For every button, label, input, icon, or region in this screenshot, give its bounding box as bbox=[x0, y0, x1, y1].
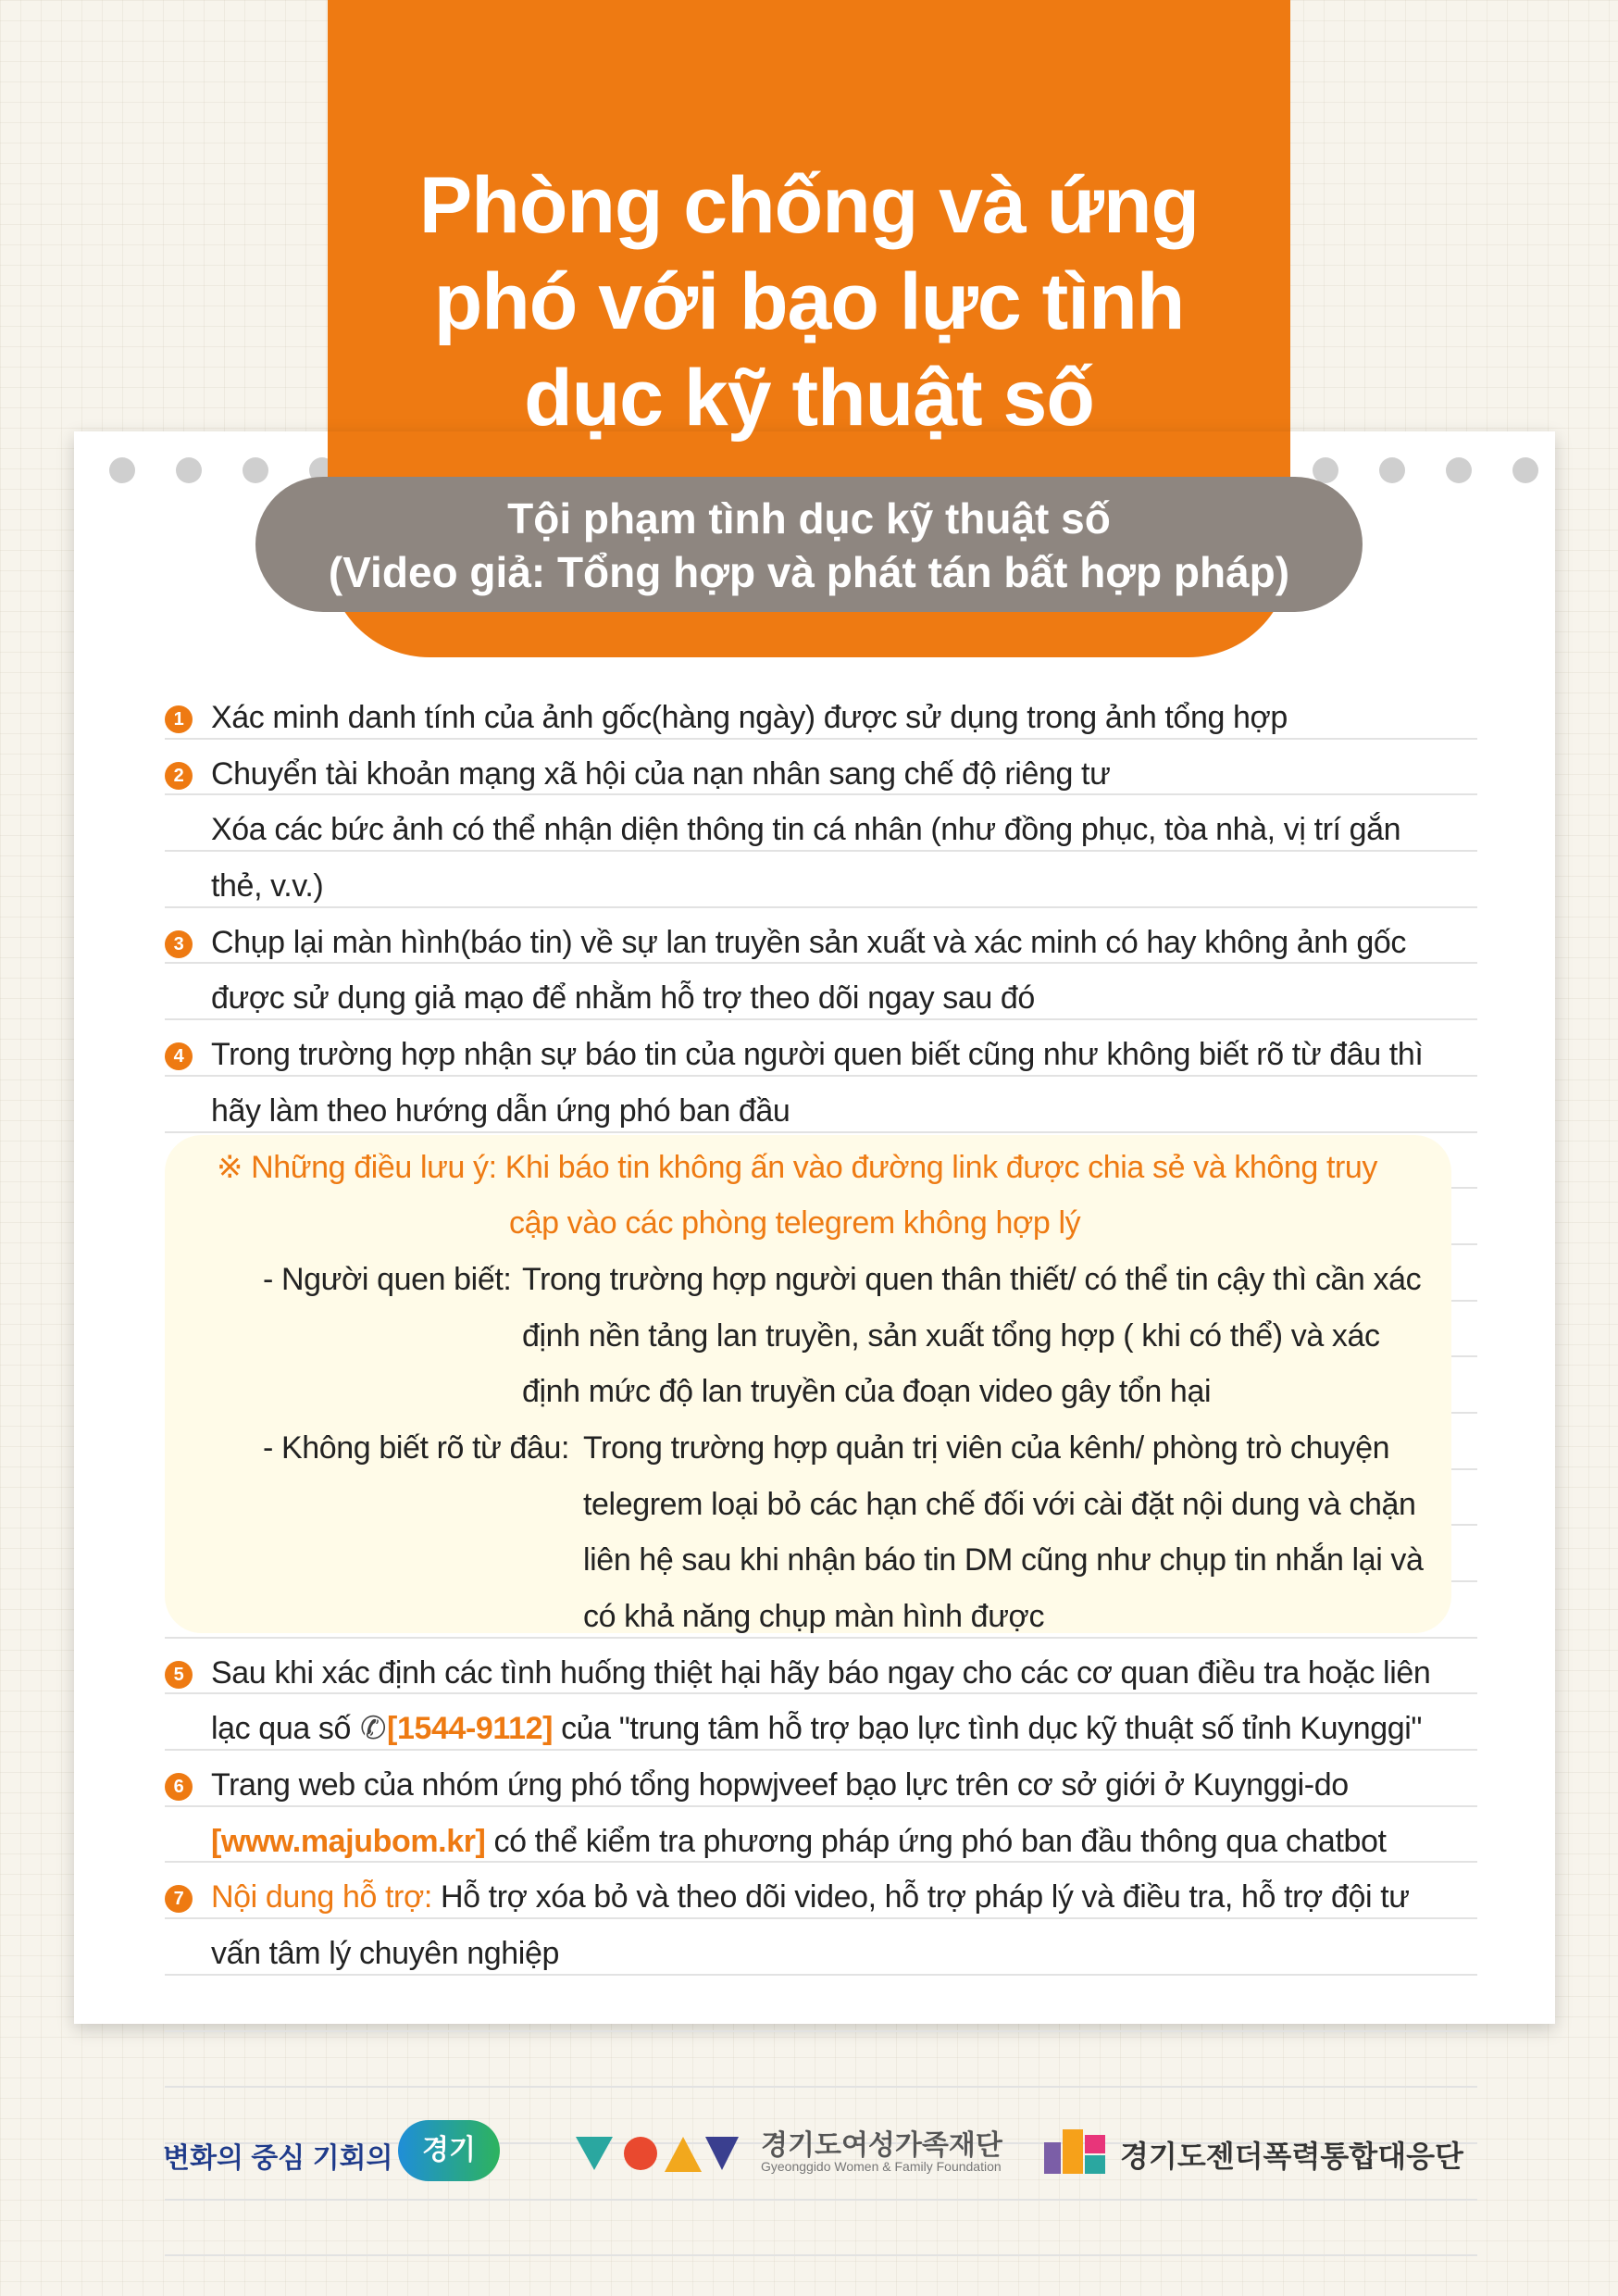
list-item bbox=[165, 1757, 1461, 1814]
note-known bbox=[165, 1252, 1461, 1308]
center-logo-icon bbox=[1044, 2129, 1107, 2174]
note-unknown bbox=[165, 1532, 1461, 1589]
item-text: được sử dụng giả mạo để nhằm hỗ trợ theo dõi ngay sau đó bbox=[211, 980, 1035, 1017]
note-unknown bbox=[165, 1477, 1461, 1533]
list-item-continued bbox=[165, 802, 1461, 858]
note-unknown bbox=[165, 1420, 1461, 1477]
subtitle-line: (Video giả: Tổng hợp và phát tán bất hợp pháp) bbox=[328, 548, 1290, 596]
note-line bbox=[165, 1140, 1461, 1196]
footer bbox=[0, 2120, 1618, 2194]
note-text: cập vào các phòng telegrem không hợp lý bbox=[509, 1205, 1081, 1242]
note-known bbox=[165, 1308, 1461, 1365]
list-item bbox=[165, 1869, 1461, 1926]
hole-icon bbox=[1379, 457, 1405, 483]
note-unknown-label: - Không biết rõ từ đâu: bbox=[263, 1429, 570, 1466]
support-label: Nội dung hỗ trợ: bbox=[211, 1879, 432, 1915]
item-text-line bbox=[211, 1814, 1387, 1870]
item-text: có thể kiểm tra phương pháp ứng phó ban đầu thông qua chatbot bbox=[493, 1823, 1387, 1859]
item-text: hãy làm theo hướng dẫn ứng phó ban đầu bbox=[211, 1092, 790, 1129]
note-text: ※ Những điều lưu ý: Khi báo tin không ấn vào đường link được chia sẻ và không truy bbox=[217, 1149, 1378, 1185]
hole-icon bbox=[109, 457, 135, 483]
title-line: dục kỹ thuật số bbox=[524, 354, 1094, 443]
item-text-line bbox=[211, 1701, 1422, 1757]
number-badge: 3 bbox=[165, 930, 193, 958]
note-known-text: định mức độ lan truyền của đoạn video gây tổn hại bbox=[522, 1374, 1212, 1410]
list-item-continued bbox=[165, 858, 1461, 915]
note-unknown-text: telegrem loại bỏ các hạn chế đối với cài đặt nội dung và chặn bbox=[583, 1486, 1416, 1522]
hole-icon bbox=[1446, 457, 1472, 483]
item-text: Xóa các bức ảnh có thể nhận diện thông tin cá nhân (như đồng phục, tòa nhà, vị trí gắn bbox=[211, 812, 1401, 848]
item-text: Trong trường hợp nhận sự báo tin của người quen biết cũng như không biết rõ từ đâu thì bbox=[211, 1037, 1424, 1073]
subtitle-line: Tội phạm tình dục kỹ thuật số bbox=[507, 494, 1111, 543]
title-line: Phòng chống và ứng bbox=[418, 161, 1200, 250]
item-text-line bbox=[211, 1869, 1410, 1926]
foundation-logo-icon bbox=[576, 2133, 739, 2176]
item-text: vấn tâm lý chuyên nghiệp bbox=[211, 1936, 559, 1972]
list-item-continued bbox=[165, 1926, 1461, 1982]
list-item-continued bbox=[165, 1083, 1461, 1140]
hole-icon bbox=[1512, 457, 1538, 483]
subtitle-pill bbox=[255, 477, 1363, 612]
list-item bbox=[165, 915, 1461, 971]
content-list bbox=[165, 690, 1461, 1982]
note-known-text: Trong trường hợp người quen thân thiết/ có thể tin cậy thì cần xác bbox=[522, 1261, 1422, 1297]
note-known-label: - Người quen biết: bbox=[263, 1261, 512, 1297]
item-text: Chuyển tài khoản mạng xã hội của nạn nhân sang chế độ riêng tư bbox=[211, 755, 1111, 792]
page-title bbox=[328, 157, 1290, 446]
note-unknown-text: liên hệ sau khi nhận báo tin DM cũng như chụp tin nhắn lại và bbox=[583, 1542, 1424, 1578]
hole-icon bbox=[176, 457, 202, 483]
list-item bbox=[165, 1645, 1461, 1702]
center-name: 경기도젠더폭력통합대응단 bbox=[1120, 2140, 1463, 2173]
note-unknown bbox=[165, 1589, 1461, 1645]
number-badge: 6 bbox=[165, 1773, 193, 1801]
hole-icon bbox=[243, 457, 268, 483]
list-item bbox=[165, 690, 1461, 746]
item-text: Hỗ trợ xóa bỏ và theo dõi video, hỗ trợ pháp lý và điều tra, hỗ trợ đội tư bbox=[440, 1879, 1410, 1915]
phone-number[interactable]: [1544-9112] bbox=[387, 1711, 554, 1747]
item-text: lạc qua số bbox=[211, 1711, 351, 1747]
note-known bbox=[165, 1364, 1461, 1420]
item-text: Sau khi xác định các tình huống thiệt hại hãy báo ngay cho các cơ quan điều tra hoặc liên bbox=[211, 1654, 1431, 1691]
number-badge: 4 bbox=[165, 1042, 193, 1070]
list-item bbox=[165, 746, 1461, 803]
slogan: 변화의 중심 기회의 bbox=[163, 2143, 393, 2174]
note-unknown-text: có khả năng chụp màn hình được bbox=[583, 1599, 1045, 1634]
note-unknown-text: Trong trường hợp quản trị viên của kênh/ phòng trò chuyện bbox=[583, 1429, 1390, 1466]
note-known-text: định nền tảng lan truyền, sản xuất tổng hợp ( khi có thể) và xác bbox=[522, 1317, 1380, 1354]
number-badge: 1 bbox=[165, 705, 193, 733]
phone-icon: ✆ bbox=[360, 1711, 387, 1747]
website-link[interactable]: [www.majubom.kr] bbox=[211, 1823, 486, 1859]
number-badge: 2 bbox=[165, 762, 193, 790]
item-text: thẻ, v.v.) bbox=[211, 868, 324, 905]
list-item-continued bbox=[165, 1701, 1461, 1757]
note-line bbox=[165, 1195, 1461, 1252]
number-badge: 5 bbox=[165, 1661, 193, 1689]
title-line: phó với bạo lực tình bbox=[433, 257, 1185, 346]
item-text: của "trung tâm hỗ trợ bạo lực tình dục kỹ thuật số tỉnh Kuynggi" bbox=[561, 1711, 1423, 1747]
item-text: Chụp lại màn hình(báo tin) về sự lan truyền sản xuất và xác minh có hay không ảnh gốc bbox=[211, 924, 1406, 960]
list-item-continued bbox=[165, 1814, 1461, 1870]
item-text: Trang web của nhóm ứng phó tổng hopwjveef bạo lực trên cơ sở giới ở Kuynggi-do bbox=[211, 1767, 1349, 1803]
gyeonggi-logo: 경기 bbox=[398, 2120, 500, 2181]
item-text: Xác minh danh tính của ảnh gốc(hàng ngày) được sử dụng trong ảnh tổng hợp bbox=[211, 700, 1288, 735]
foundation-name: 경기도여성가족재단 bbox=[761, 2130, 1002, 2161]
list-item bbox=[165, 1027, 1461, 1083]
list-item-continued bbox=[165, 970, 1461, 1027]
number-badge: 7 bbox=[165, 1885, 193, 1913]
foundation-name-en: Gyeonggido Women & Family Foundation bbox=[761, 2159, 1002, 2174]
